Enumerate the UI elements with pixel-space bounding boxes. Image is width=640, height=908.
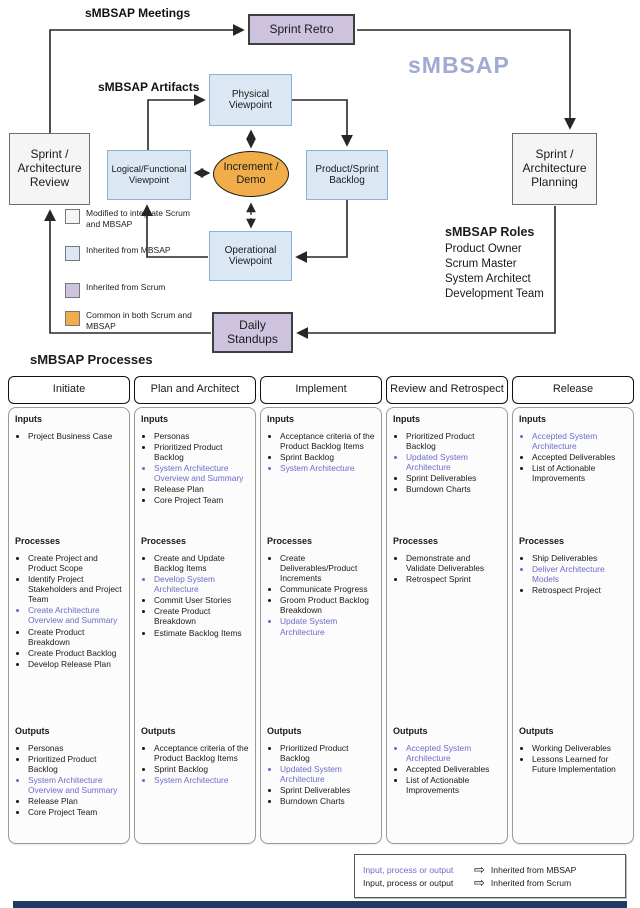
process-column-plan-and-architect: [134, 376, 256, 844]
list-item: • Working Deliverables: [532, 743, 627, 753]
node-physical-viewpoint: Physical Viewpoint: [209, 74, 292, 126]
column-body: [134, 407, 256, 844]
inputs-heading: Inputs: [141, 414, 168, 424]
inputs-section: [519, 414, 627, 536]
processes-heading: Processes: [519, 536, 565, 546]
process-column-release: [512, 376, 634, 844]
list-item: • Identify Project Stakeholders and Project Team: [28, 574, 123, 604]
inputs-heading: Inputs: [519, 414, 546, 424]
legend-label: Inherited from Scrum: [86, 282, 166, 292]
list-item: • Create Deliverables/Product Increments: [280, 553, 375, 583]
processes-section: [519, 536, 627, 726]
inputs-section: [267, 414, 375, 536]
list-item: Scrum Master: [445, 257, 517, 270]
node-product-sprint-backlog: Product/Sprint Backlog: [306, 150, 388, 200]
list-item: • Deliver Architecture Models: [532, 564, 627, 584]
outputs-heading: Outputs: [393, 726, 428, 736]
processes-list: [267, 553, 375, 637]
list-item: • Accepted System Architecture: [532, 431, 627, 451]
list-item: • System Architecture Overview and Summary: [28, 775, 123, 795]
legend-label: Modified to integrate Scrum and MBSAP: [86, 208, 190, 229]
list-item: • Develop System Architecture: [154, 574, 249, 594]
list-item: • Retrospect Sprint: [406, 574, 501, 584]
modified-swatch-icon: [65, 209, 80, 224]
inputs-list: [15, 431, 123, 441]
outputs-list: [393, 743, 501, 795]
node-logical-functional-viewpoint: Logical/Functional Viewpoint: [107, 150, 191, 200]
list-item: • Prioritized Product Backlog: [406, 431, 501, 451]
node-sprint-architecture-review: Sprint / Architecture Review: [9, 133, 90, 205]
list-item: • Sprint Backlog: [280, 452, 375, 462]
processes-heading: Processes: [141, 536, 187, 546]
processes-list: [393, 553, 501, 584]
footer-legend-row-mbsap: [363, 861, 617, 877]
processes-section: [141, 536, 249, 726]
inputs-heading: Inputs: [267, 414, 294, 424]
processes-section: [15, 536, 123, 726]
list-item: • Updated System Architecture: [280, 764, 375, 784]
outputs-section: [267, 726, 375, 839]
list-item: • Prioritized Product Backlog: [28, 754, 123, 774]
list-item: • Release Plan: [28, 796, 123, 806]
scrum-swatch-icon: [65, 283, 80, 298]
legend-label: Common in both Scrum and MBSAP: [86, 310, 192, 331]
inputs-section: [141, 414, 249, 536]
outputs-list: [141, 743, 249, 785]
list-item: • Create Product Breakdown: [28, 627, 123, 647]
list-item: System Architect: [445, 272, 531, 285]
legend-row-inherited-scrum: [65, 282, 195, 298]
common-swatch-icon: [65, 311, 80, 326]
list-item: • Acceptance criteria of the Product Backlog Items: [280, 431, 375, 451]
list-item: • Demonstrate and Validate Deliverables: [406, 553, 501, 573]
list-item: • Core Project Team: [154, 495, 249, 505]
roles-block: [445, 224, 544, 302]
column-header: Initiate: [8, 376, 130, 404]
node-sprint-retro: Sprint Retro: [248, 14, 355, 45]
outputs-section: [15, 726, 123, 839]
arrow-right-outline-icon: ⇨: [474, 861, 485, 877]
list-item: • Personas: [154, 431, 249, 441]
inputs-list: [267, 431, 375, 473]
outputs-list: [519, 743, 627, 774]
column-body: [386, 407, 508, 844]
list-item: • Create Product Breakdown: [154, 606, 249, 626]
roles-title: sMBSAP Roles: [445, 225, 535, 239]
list-item: Development Team: [445, 288, 544, 301]
column-body: [512, 407, 634, 844]
list-item: • Accepted System Architecture: [406, 743, 501, 763]
inputs-section: [15, 414, 123, 536]
list-item: Product Owner: [445, 242, 522, 255]
processes-heading: Processes: [267, 536, 313, 546]
process-column-implement: [260, 376, 382, 844]
framework-diagram: [0, 0, 640, 372]
list-item: • System Architecture: [154, 775, 249, 785]
outputs-list: [267, 743, 375, 806]
list-item: • Retrospect Project: [532, 585, 627, 595]
list-item: • Estimate Backlog Items: [154, 628, 249, 638]
legend-row-modified: [65, 208, 195, 229]
process-column-initiate: [8, 376, 130, 844]
list-item: • Sprint Deliverables: [280, 785, 375, 795]
list-item: • Release Plan: [154, 484, 249, 494]
process-column-review-and-retrospect: [386, 376, 508, 844]
smbsap-watermark: sMBSAP: [408, 52, 510, 78]
inputs-heading: Inputs: [15, 414, 42, 424]
column-header: Implement: [260, 376, 382, 404]
outputs-heading: Outputs: [519, 726, 554, 736]
sample-scrum-text: Input, process or output: [363, 877, 454, 888]
list-item: • Project Business Case: [28, 431, 123, 441]
list-item: • Create and Update Backlog Items: [154, 553, 249, 573]
outputs-list: [15, 743, 123, 818]
node-operational-viewpoint: Operational Viewpoint: [209, 231, 292, 281]
outputs-heading: Outputs: [15, 726, 50, 736]
bottom-divider-bar: [13, 901, 627, 908]
list-item: • Communicate Progress: [280, 584, 375, 594]
column-header: Review and Retrospect: [386, 376, 508, 404]
list-item: • System Architecture Overview and Summary: [154, 463, 249, 483]
inputs-heading: Inputs: [393, 414, 420, 424]
processes-heading: Processes: [393, 536, 439, 546]
list-item: • Sprint Backlog: [154, 764, 249, 774]
list-item: • Burndown Charts: [280, 796, 375, 806]
outputs-heading: Outputs: [267, 726, 302, 736]
list-item: • Burndown Charts: [406, 484, 501, 494]
list-item: • Create Architecture Overview and Summary: [28, 605, 123, 625]
column-header: Release: [512, 376, 634, 404]
list-item: • Sprint Deliverables: [406, 473, 501, 483]
inputs-list: [141, 431, 249, 506]
list-item: • Groom Product Backlog Breakdown: [280, 595, 375, 615]
list-item: • Develop Release Plan: [28, 659, 123, 669]
list-item: • Acceptance criteria of the Product Backlog Items: [154, 743, 249, 763]
inputs-list: [393, 431, 501, 494]
list-item: • Prioritized Product Backlog: [280, 743, 375, 763]
outputs-section: [141, 726, 249, 839]
list-item: • Personas: [28, 743, 123, 753]
processes-list: [519, 553, 627, 595]
processes-list: [15, 553, 123, 669]
outputs-section: [393, 726, 501, 839]
process-columns: [8, 376, 634, 844]
processes-title: sMBSAP Processes: [30, 352, 153, 367]
list-item: • Accepted Deliverables: [532, 452, 627, 462]
column-body: [260, 407, 382, 844]
meetings-label: sMBSAP Meetings: [85, 6, 191, 20]
sample-mbsap-text: Input, process or output: [363, 864, 454, 875]
list-item: • Create Product Backlog: [28, 648, 123, 658]
processes-section: [393, 536, 501, 726]
list-item: • System Architecture: [280, 463, 375, 473]
inputs-section: [393, 414, 501, 536]
legend-row-inherited-mbsap: [65, 245, 195, 261]
inputs-list: [519, 431, 627, 483]
list-item: • List of Actionable Improvements: [406, 775, 501, 795]
processes-section: [267, 536, 375, 726]
meaning-text: Inherited from MBSAP: [490, 864, 577, 875]
list-item: • Create Project and Product Scope: [28, 553, 123, 573]
legend-row-common: [65, 310, 195, 331]
meaning-text: Inherited from Scrum: [490, 877, 572, 888]
node-increment-demo: Increment / Demo: [213, 151, 289, 197]
column-body: [8, 407, 130, 844]
legend-label: Inherited from MBSAP: [86, 245, 171, 255]
list-item: • Commit User Stories: [154, 595, 249, 605]
list-item: • List of Actionable Improvements: [532, 463, 627, 483]
processes-heading: Processes: [15, 536, 61, 546]
outputs-heading: Outputs: [141, 726, 176, 736]
outputs-section: [519, 726, 627, 839]
artifacts-label: sMBSAP Artifacts: [98, 80, 200, 94]
processes-list: [141, 553, 249, 638]
node-sprint-architecture-planning: Sprint / Architecture Planning: [512, 133, 597, 205]
roles-list: [445, 242, 544, 303]
mbsap-swatch-icon: [65, 246, 80, 261]
list-item: • Lessons Learned for Future Implementation: [532, 754, 627, 774]
list-item: • Update System Architecture: [280, 616, 375, 636]
list-item: • Accepted Deliverables: [406, 764, 501, 774]
list-item: • Prioritized Product Backlog: [154, 442, 249, 462]
list-item: • Core Project Team: [28, 807, 123, 817]
footer-legend-row-scrum: [363, 874, 617, 890]
node-daily-standups: Daily Standups: [212, 312, 293, 353]
list-item: • Ship Deliverables: [532, 553, 627, 563]
column-header: Plan and Architect: [134, 376, 256, 404]
footer-legend: [354, 854, 626, 898]
list-item: • Updated System Architecture: [406, 452, 501, 472]
arrow-right-outline-icon: ⇨: [474, 874, 485, 890]
